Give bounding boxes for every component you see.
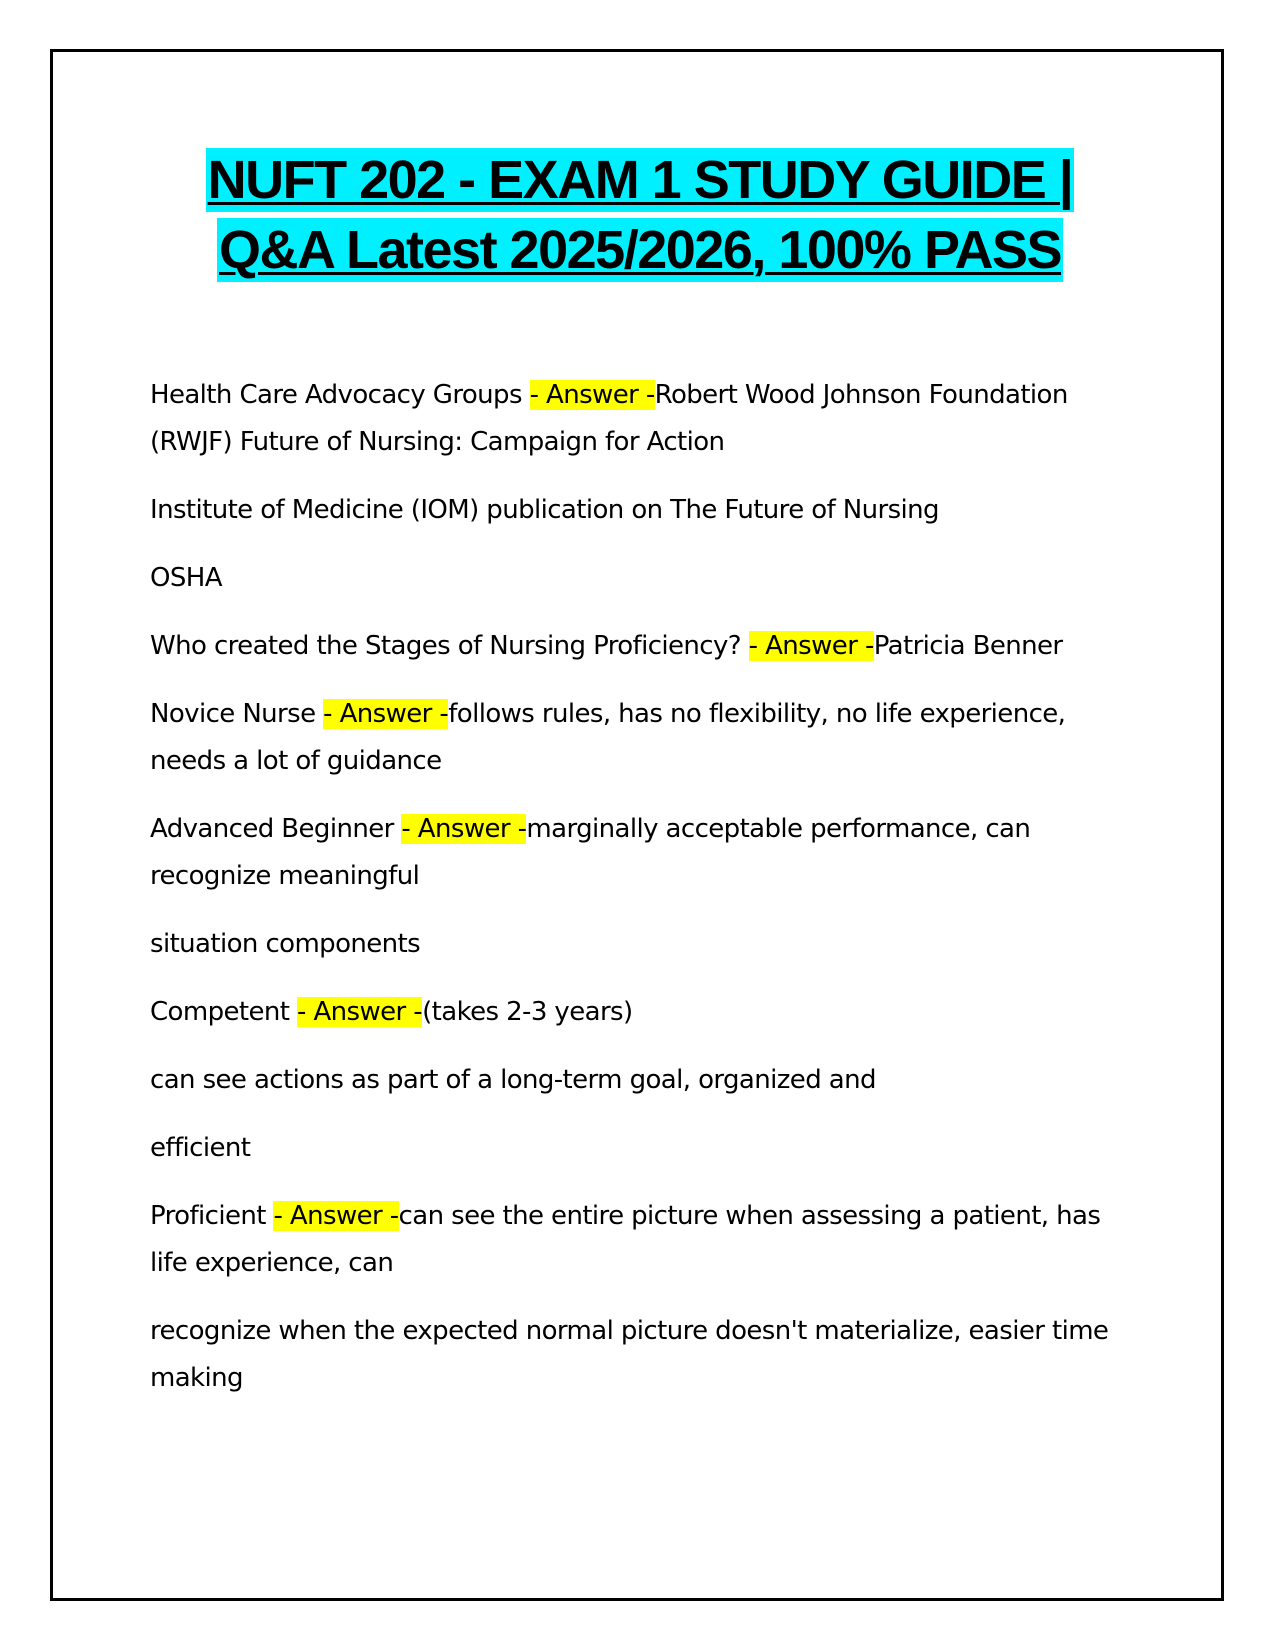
qa-entry [150, 1193, 1140, 1287]
qa-entry [150, 372, 1140, 466]
document-title [150, 148, 1130, 288]
title-line-1: NUFT 202 - EXAM 1 STUDY GUIDE | [207, 150, 1073, 210]
answer-text: follows rules, has no flexibility, no life experience, needs a lot of guidance [150, 699, 1066, 776]
question-text: Proficient [150, 1201, 274, 1231]
question-text: Competent [150, 997, 298, 1027]
body-line: can see actions as part of a long-term goal, organized and [150, 1065, 876, 1095]
answer-marker: - Answer - [273, 1201, 399, 1231]
qa-entry [150, 623, 1140, 670]
body-line: OSHA [150, 563, 222, 593]
answer-text: Robert Wood Johnson Foundation (RWJF) Future of Nursing: Campaign for Action [150, 380, 1068, 457]
document-body [150, 372, 1140, 1423]
qa-entry [150, 806, 1140, 900]
answer-text: Patricia Benner [873, 631, 1063, 661]
body-line: Institute of Medicine (IOM) publication on The Future of Nursing [150, 495, 939, 525]
answer-text: can see the entire picture when assessing a patient, has life experience, can [150, 1201, 1101, 1278]
body-line: situation components [150, 929, 421, 959]
answer-marker: - Answer - [529, 380, 655, 410]
qa-entry [150, 989, 1140, 1036]
qa-entry [150, 691, 1140, 785]
question-text: Advanced Beginner [150, 814, 402, 844]
answer-marker: - Answer - [748, 631, 874, 661]
body-line: recognize when the expected normal picture doesn't materialize, easier time making [150, 1316, 1109, 1393]
answer-marker: - Answer - [297, 997, 423, 1027]
answer-marker: - Answer - [323, 699, 449, 729]
question-text: Novice Nurse [150, 699, 324, 729]
answer-marker: - Answer - [401, 814, 527, 844]
answer-text: (takes 2-3 years) [422, 997, 633, 1027]
answer-text: marginally acceptable performance, can recognize meaningful [150, 814, 1031, 891]
question-text: Who created the Stages of Nursing Proficiency? [150, 631, 749, 661]
body-line: efficient [150, 1133, 251, 1163]
title-line-2: Q&A Latest 2025/2026, 100% PASS [219, 220, 1061, 280]
question-text: Health Care Advocacy Groups [150, 380, 530, 410]
